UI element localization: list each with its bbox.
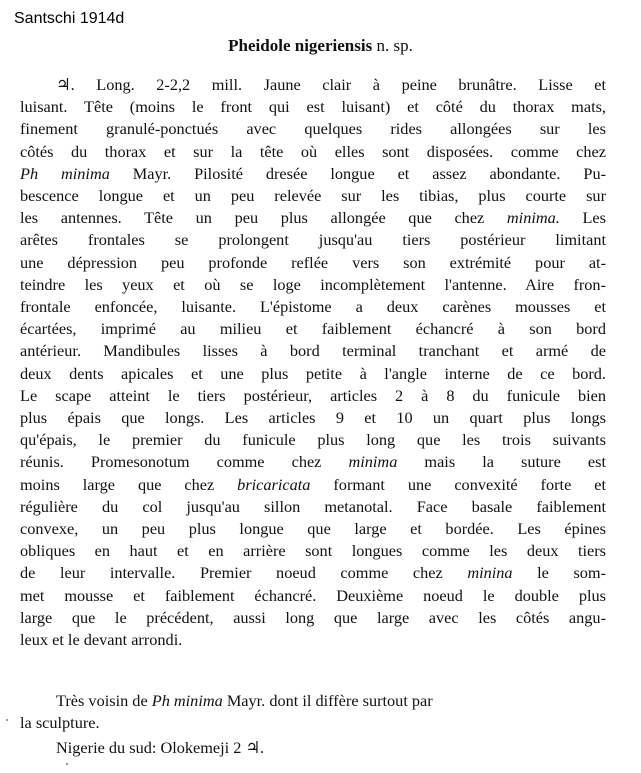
description-line: leux et le devant arrondi. [20,630,183,650]
description-line: plus épais que longs. Les articles 9 et 10 un quart plus longs [20,408,606,428]
description-line: une dépression peu profonde reflée vers son extrémité pour at- [20,252,606,272]
description-line: finement granulé-ponctués avec quelques rides allongées sur les [20,119,606,139]
description-line: deux dents apicales et une plus petite à l'angle interne de ce bord. [20,363,606,383]
description-line: moins large que chez bricaricata formant une convexité forte et [20,474,606,494]
description-line: Le scape atteint le tiers postérieur, articles 2 à 8 du funicule bien [20,385,606,405]
scan-speck [6,719,8,721]
description-line: écartées, imprimé au milieu et faiblement échancré à son bord [20,319,606,339]
description-line: régulière du col jusqu'au sillon metanotal. Face basale faiblement [20,496,606,516]
scan-speck [66,763,68,765]
description-line: bescence longue et un peu relevée sur les tibias, plus courte sur [20,186,606,206]
species-title [0,36,641,56]
description-line: ♃. Long. 2-2,2 mill. Jaune clair à peine brunâtre. Lisse et [56,75,606,94]
description-line: convexe, un peu plus longue que large et bordée. Les épines [20,519,606,539]
description-line: luisant. Tête (moins le front qui est luisant) et côté du thorax mats, [20,97,606,117]
description-line: large que le précédent, aussi long que large avec les côtés angu- [20,607,606,627]
description-line: réunis. Promesonotum comme chez minima mais la suture est [20,452,606,472]
species-description [20,74,606,651]
description-line: côtés du thorax et sur la tête où elles sont disposées. comme chez [20,141,606,161]
description-line: de leur intervalle. Premier noeud comme chez minina le som- [20,563,607,583]
description-line: qu'épais, le premier du funicule plus long que les trois suivants [20,430,606,450]
description-line: met mousse et faiblement échancré. Deuxième noeud le double plus [20,585,606,605]
species-suffix: n. sp. [376,36,413,55]
locality-line: Nigerie du sud: Olokemeji 2 ♃. [56,738,265,757]
description-line: arêtes frontales se prolongent jusqu'au tiers postérieur limitant [20,230,606,250]
description-line: antérieur. Mandibules lisses à bord terminal tranchant et armé de [20,341,606,361]
description-line: obliques en haut et en arrière sont longues comme les deux tiers [20,541,606,561]
species-name: Pheidole nigeriensis [228,36,373,55]
remark-line: la sculpture. [20,713,100,733]
remark-paragraph [20,690,606,734]
description-line: teindre les yeux et où se loge incomplètement l'antenne. Aire fron- [20,274,606,294]
description-line: frontale enfoncée, luisante. L'épistome a deux carènes mousses et [20,297,606,317]
citation-label: Santschi 1914d [14,10,125,27]
description-line: Ph minima Mayr. Pilosité dresée longue et assez abondante. Pu- [20,163,607,183]
remark-line: Très voisin de Ph minima Mayr. dont il diffère surtout par [56,691,433,710]
description-line: les antennes. Tête un peu plus allongée que chez minima. Les [20,208,606,228]
